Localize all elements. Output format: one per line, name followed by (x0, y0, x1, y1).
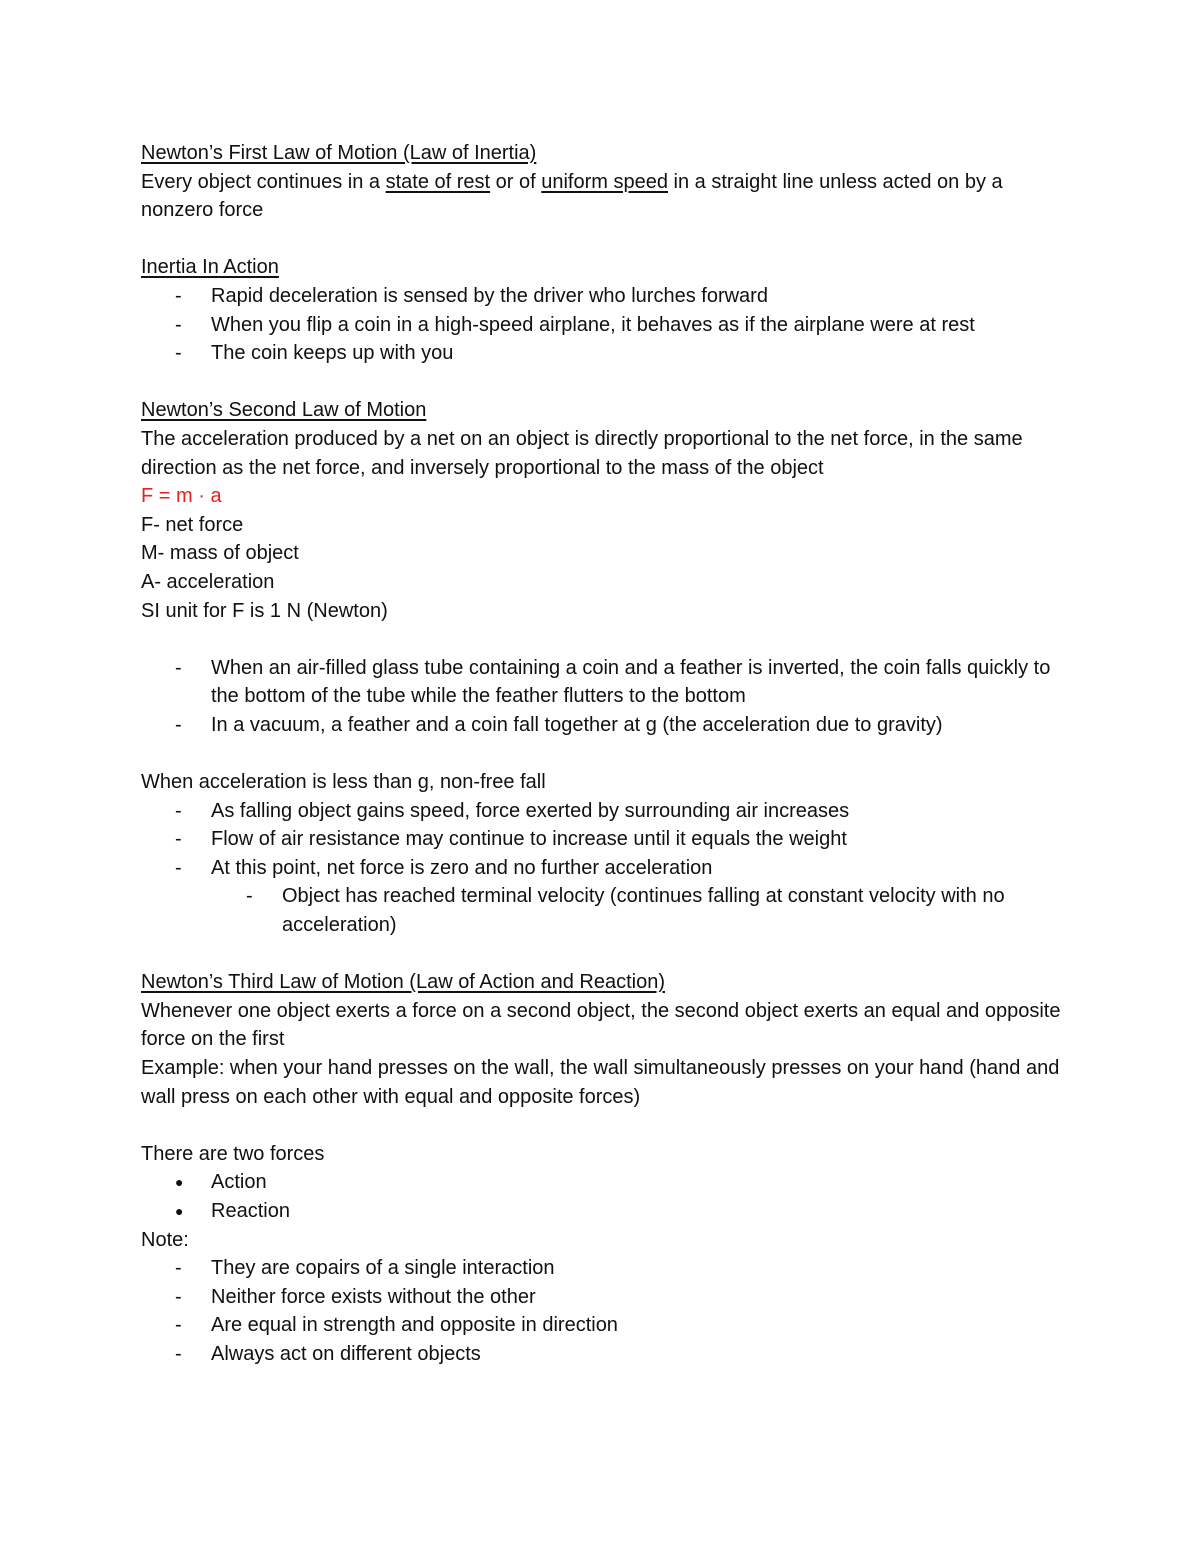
first-law-heading: Newton’s First Law of Motion (Law of Inertia) (141, 142, 537, 164)
definition-m: M- mass of object (141, 542, 299, 565)
forces-list (141, 1168, 1061, 1225)
list-item: ● Reaction (141, 1197, 1061, 1226)
list-item: - Neither force exists without the other (141, 1283, 1061, 1312)
terminal-velocity-sublist (141, 882, 1061, 939)
list-item: - Rapid deceleration is sensed by the driver who lurches forward (141, 282, 1061, 311)
two-forces-heading: There are two forces (141, 1142, 325, 1165)
definition-f: F- net force (141, 513, 244, 536)
document-page (141, 139, 1061, 1369)
third-law-example: Example: when your hand presses on the wall, the wall simultaneously presses on your hand (hand and wall press on each other with equal and opposite forces) (141, 1057, 1060, 1108)
list-item: - Are equal in strength and opposite in direction (141, 1311, 1061, 1340)
inertia-list (141, 282, 1061, 368)
si-unit: SI unit for F is 1 N (Newton) (141, 599, 388, 622)
non-free-fall-heading: When acceleration is less than g, non-free fall (141, 771, 546, 794)
first-law-definition: Every object continues in a state of rest or of uniform speed in a straight line unless acted on by a nonzero force (141, 170, 1003, 222)
third-law-definition: Whenever one object exerts a force on a second object, the second object exerts an equal and opposite force on the first (141, 999, 1061, 1051)
note-label: Note: (141, 1228, 189, 1251)
list-item: - Object has reached terminal velocity (continues falling at constant velocity with no acceleration) (141, 882, 1061, 939)
list-item: - The coin keeps up with you (141, 339, 1061, 368)
list-item: - Flow of air resistance may continue to increase until it equals the weight (141, 825, 1061, 854)
list-item: - In a vacuum, a feather and a coin fall together at g (the acceleration due to gravity) (141, 711, 1061, 740)
second-law-heading: Newton’s Second Law of Motion (141, 399, 427, 422)
notes-list (141, 1254, 1061, 1368)
formula: F = m · a (141, 485, 222, 508)
list-item: - When you flip a coin in a high-speed airplane, it behaves as if the airplane were at rest (141, 311, 1061, 340)
list-item: - When an air-filled glass tube containing a coin and a feather is inverted, the coin falls quickly to the bottom of the tube while the feather flutters to the bottom (141, 654, 1061, 711)
list-item: - Always act on different objects (141, 1340, 1061, 1369)
second-law-list (141, 654, 1061, 740)
inertia-heading: Inertia In Action (141, 256, 279, 279)
second-law-definition: The acceleration produced by a net on an object is directly proportional to the net force, in the same direction as the net force, and inversely proportional to the mass of the object (141, 427, 1023, 479)
definition-a: A- acceleration (141, 570, 275, 593)
third-law-heading: Newton’s Third Law of Motion (Law of Action and Reaction) (141, 971, 665, 994)
non-free-fall-list (141, 797, 1061, 883)
list-item: ● Action (141, 1168, 1061, 1197)
list-item: - At this point, net force is zero and no further acceleration (141, 854, 1061, 883)
state-of-rest-term: state of rest (385, 170, 491, 193)
list-item: - They are copairs of a single interaction (141, 1254, 1061, 1283)
list-item: - As falling object gains speed, force exerted by surrounding air increases (141, 797, 1061, 826)
uniform-speed-term: uniform speed (541, 170, 668, 193)
